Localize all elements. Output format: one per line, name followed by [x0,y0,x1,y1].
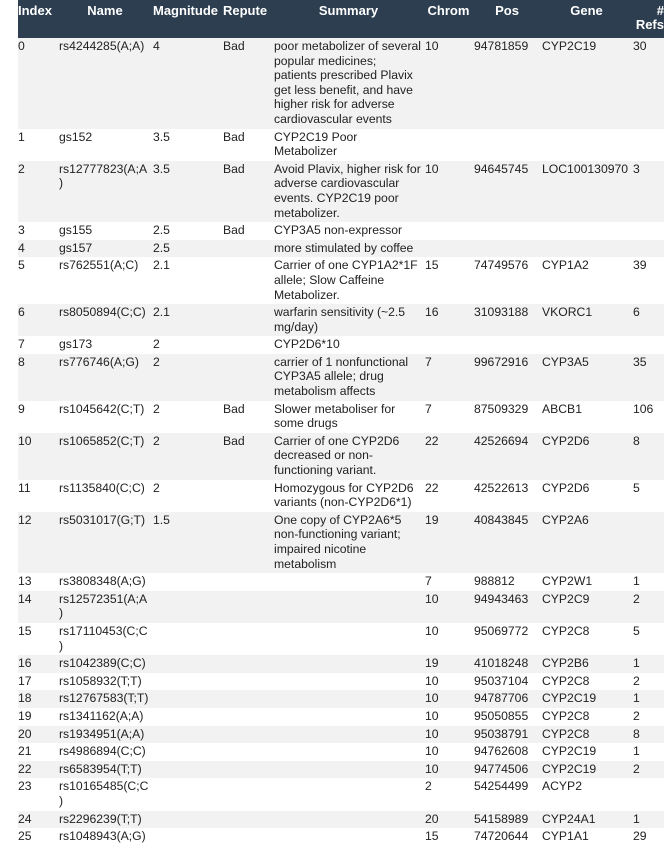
cell-magnitude: 2.1 [153,258,170,273]
cell-chrom: 15 [425,258,439,273]
cell-summary [274,573,425,591]
cell-index: 17 [18,673,32,688]
cell-chrom: 19 [425,656,439,671]
cell-refs: 1 [633,574,640,589]
table-row[interactable] [18,673,664,691]
cell-gene: CYP2D6 [542,480,590,495]
cell-magnitude: 2 [153,354,160,369]
cell-pos: 94762608 [474,744,529,759]
cell-magnitude [153,573,223,591]
table-row[interactable] [18,129,664,161]
table-body [18,38,664,846]
cell-index: 14 [18,591,32,606]
table-row[interactable] [18,512,664,573]
cell-gene: CYP2C9 [542,591,590,606]
cell-chrom [425,240,474,258]
cell-magnitude [153,591,223,623]
cell-name: rs10165485(C;C) [59,779,149,808]
cell-repute [223,354,274,401]
cell-chrom: 10 [425,673,439,688]
cell-repute [223,655,274,673]
table-row[interactable] [18,240,664,258]
cell-index: 11 [18,480,31,495]
cell-gene [542,222,633,240]
cell-refs: 1 [633,656,640,671]
cell-name: rs776746(A;G) [59,354,139,369]
cell-pos [474,336,542,354]
table-row[interactable] [18,708,664,726]
table-row[interactable] [18,726,664,744]
cell-summary: warfarin sensitivity (~2.5 mg/day) [274,305,406,334]
header-repute[interactable]: Repute [223,0,274,38]
cell-chrom: 10 [425,161,439,176]
cell-index: 6 [18,305,25,320]
cell-index: 18 [18,691,32,706]
cell-refs: 5 [633,623,640,638]
cell-gene: ACYP2 [542,779,582,794]
cell-summary [274,655,425,673]
cell-gene [542,129,633,161]
cell-magnitude [153,828,223,846]
cell-refs: 39 [633,258,647,273]
cell-name: rs1341162(A;A) [59,708,144,723]
cell-magnitude: 2 [153,480,160,495]
cell-magnitude: 4 [153,39,160,53]
cell-chrom: 10 [425,708,439,723]
cell-gene: LOC100130970 [542,161,629,176]
cell-gene: CYP2C8 [542,708,590,723]
cell-repute [223,240,274,258]
cell-chrom: 7 [425,574,432,589]
cell-name: rs762551(A;C) [59,258,139,273]
cell-chrom [425,129,474,161]
cell-index: 8 [18,354,25,369]
cell-magnitude [153,778,223,810]
cell-pos [474,129,542,161]
cell-refs [633,512,664,573]
cell-magnitude: 2.1 [153,305,170,320]
cell-repute: Bad [223,433,245,448]
table-row[interactable] [18,161,664,222]
cell-index: 1 [18,129,25,144]
cell-summary: poor metabolizer of several popular medicines; patients prescribed Plavix get less benefit, and have higher risk for adverse cardiovascular events [274,39,421,126]
cell-refs: 29 [633,829,647,844]
cell-magnitude [153,811,223,829]
cell-chrom: 22 [425,433,439,448]
cell-name: rs1934951(A;A) [59,726,145,741]
table-row[interactable] [18,480,664,512]
cell-chrom: 10 [425,744,439,759]
cell-magnitude: 3.5 [153,129,170,144]
cell-summary [274,623,425,655]
cell-name: rs1135840(C;C) [59,480,145,495]
cell-pos: 31093188 [474,305,529,320]
cell-index: 21 [18,744,32,759]
cell-name: rs4986894(C;C) [59,744,146,759]
cell-index: 10 [18,433,32,448]
cell-name: rs4244285(A;A) [59,39,145,53]
cell-pos: 95050855 [474,708,529,723]
cell-summary [274,828,425,846]
cell-chrom: 15 [425,829,439,844]
cell-gene: CYP2C19 [542,744,597,759]
cell-repute [223,778,274,810]
header-refs-hash: # [656,3,664,18]
cell-gene: CYP24A1 [542,811,596,826]
table-row[interactable] [18,623,664,655]
table-row[interactable] [18,761,664,779]
cell-magnitude: 2 [153,401,160,416]
cell-name: rs12572351(A;A) [59,591,148,621]
cell-refs: 6 [633,305,640,320]
cell-name: rs12767583(T;T) [59,691,149,706]
cell-refs: 1 [633,811,640,826]
cell-index: 15 [18,623,32,638]
cell-gene [542,336,633,354]
cell-refs: 2 [633,761,640,776]
cell-refs: 30 [633,39,647,53]
cell-gene: CYP2C19 [542,761,597,776]
cell-summary [274,726,425,744]
table-row[interactable] [18,655,664,673]
cell-magnitude [153,761,223,779]
cell-index: 12 [18,512,32,527]
table-row[interactable] [18,778,664,810]
cell-summary: Carrier of one CYP1A2*1F allele; Slow Caffeine Metabolizer. [274,258,418,302]
cell-repute [223,623,274,655]
cell-summary: CYP2D6*10 [274,337,340,352]
cell-refs: 1 [633,691,640,706]
cell-name: rs2296239(T;T) [59,811,142,826]
cell-summary: Carrier of one CYP2D6 decreased or non-functioning variant. [274,433,400,478]
cell-repute: Bad [223,401,245,416]
cell-magnitude [153,623,223,655]
cell-summary: Slower metaboliser for some drugs [274,401,396,431]
cell-refs [633,336,664,354]
table-row[interactable] [18,743,664,761]
cell-pos: 94781859 [474,39,529,53]
cell-pos: 40843845 [474,512,529,527]
cell-pos: 54254499 [474,779,529,794]
table-row[interactable] [18,304,664,336]
cell-repute [223,811,274,829]
table-row[interactable] [18,828,664,846]
cell-refs: 106 [633,401,654,416]
cell-index: 22 [18,761,32,776]
table-row[interactable] [18,257,664,304]
table-row[interactable] [18,433,664,480]
cell-index: 24 [18,811,32,826]
cell-repute [223,480,274,512]
cell-refs: 2 [633,673,640,688]
cell-chrom: 7 [425,354,432,369]
cell-gene: VKORC1 [542,305,593,320]
cell-repute: Bad [223,129,245,144]
cell-summary: CYP3A5 non-expressor [274,223,403,238]
header-name[interactable]: Name [59,0,153,38]
cell-chrom [425,222,474,240]
header-gene[interactable]: Gene [542,0,633,38]
table-row[interactable] [18,690,664,708]
genotype-table-container [18,0,664,846]
cell-chrom: 10 [425,39,439,53]
cell-magnitude [153,690,223,708]
cell-gene: CYP3A5 [542,354,589,369]
cell-summary: CYP2C19 Poor Metabolizer [274,129,358,159]
cell-index: 9 [18,401,25,416]
cell-pos: 988812 [474,574,515,589]
cell-refs [633,129,664,161]
cell-index: 20 [18,726,32,741]
cell-index: 23 [18,779,32,794]
cell-index: 5 [18,258,25,273]
cell-pos: 95037104 [474,673,529,688]
cell-pos: 95038791 [474,726,529,741]
cell-pos: 87509329 [474,401,529,416]
cell-gene: CYP2A6 [542,512,589,527]
table-row[interactable] [18,354,664,401]
cell-name: rs8050894(C;C) [59,305,146,320]
cell-refs [633,240,664,258]
cell-chrom: 10 [425,623,439,638]
cell-refs [633,778,664,810]
cell-summary [274,811,425,829]
cell-index: 0 [18,39,25,53]
cell-refs: 8 [633,433,640,448]
cell-index: 4 [18,240,25,255]
cell-repute [223,304,274,336]
cell-repute [223,690,274,708]
cell-chrom: 10 [425,761,439,776]
cell-index: 16 [18,656,32,671]
cell-summary [274,673,425,691]
header-summary[interactable]: Summary [274,0,425,38]
cell-magnitude [153,673,223,691]
cell-summary: more stimulated by coffee [274,240,414,255]
table-row[interactable] [18,336,664,354]
header-index[interactable]: Index [18,0,59,38]
cell-refs: 5 [633,480,640,495]
cell-summary [274,591,425,623]
header-pos[interactable]: Pos [474,0,542,38]
cell-chrom [425,336,474,354]
cell-magnitude [153,743,223,761]
cell-repute [223,512,274,573]
cell-pos: 54158989 [474,811,529,826]
cell-gene: CYP2B6 [542,656,589,671]
cell-chrom: 19 [425,512,439,527]
cell-chrom: 16 [425,305,439,320]
cell-magnitude [153,708,223,726]
cell-name: rs1045642(C;T) [59,401,145,416]
cell-repute [223,591,274,623]
cell-chrom: 2 [425,779,432,794]
cell-pos: 94645745 [474,161,529,176]
cell-chrom: 10 [425,591,439,606]
cell-name: gs152 [59,129,93,144]
cell-repute: Bad [223,161,245,176]
cell-summary: Avoid Plavix, higher risk for adverse cardiovascular events. CYP2C19 poor metabolizer. [274,161,421,220]
cell-refs [633,222,664,240]
table-row[interactable] [18,591,664,623]
cell-magnitude: 2.5 [153,240,170,255]
cell-name: rs12777823(A;A) [59,161,148,191]
cell-name: rs1065852(C;T) [59,433,145,448]
cell-magnitude: 2 [153,337,160,352]
cell-magnitude: 2 [153,433,160,448]
table-header [18,0,664,38]
cell-pos: 41018248 [474,656,529,671]
cell-index: 19 [18,708,32,723]
cell-refs: 8 [633,726,640,741]
cell-summary [274,761,425,779]
cell-refs: 2 [633,591,640,606]
cell-name: gs155 [59,223,93,238]
cell-pos: 42522613 [474,480,529,495]
cell-index: 25 [18,829,32,844]
cell-index: 3 [18,223,25,238]
cell-repute [223,573,274,591]
cell-pos [474,240,542,258]
table-row[interactable] [18,401,664,433]
cell-gene: CYP2D6 [542,433,590,448]
cell-pos: 99672916 [474,354,529,369]
header-magnitude[interactable]: Magnitude [153,0,223,38]
header-row [18,0,664,38]
cell-gene: CYP1A1 [542,829,589,844]
table-row[interactable] [18,222,664,240]
cell-gene: CYP2C8 [542,623,590,638]
cell-gene [542,240,633,258]
cell-repute [223,708,274,726]
header-chrom[interactable]: Chrom [425,0,474,38]
header-refs-label: Refs [635,17,664,32]
cell-index: 7 [18,337,25,352]
cell-index: 2 [18,161,25,176]
cell-repute [223,828,274,846]
cell-chrom: 20 [425,811,439,826]
cell-magnitude [153,726,223,744]
cell-summary [274,708,425,726]
cell-gene: CYP2C8 [542,673,590,688]
cell-summary [274,778,425,810]
table-row[interactable] [18,38,664,129]
cell-name: rs1042389(C;C) [59,656,146,671]
cell-gene: CYP2W1 [542,574,593,589]
cell-pos [474,222,542,240]
cell-gene: CYP2C19 [542,691,597,706]
header-refs[interactable] [633,0,664,38]
cell-summary: Homozygous for CYP2D6 variants (non-CYP2D6*1) [274,480,414,510]
cell-name: rs1048943(A;G) [59,829,146,844]
cell-chrom: 7 [425,401,432,416]
cell-magnitude: 3.5 [153,161,170,176]
cell-name: gs157 [59,240,93,255]
cell-name: rs3808348(A;G) [59,574,146,589]
cell-pos: 95069772 [474,623,529,638]
cell-summary: carrier of 1 nonfunctional CYP3A5 allele; drug metabolism affects [274,354,409,399]
cell-name: rs1058932(T;T) [59,673,142,688]
cell-gene: ABCB1 [542,401,582,416]
cell-pos: 74720644 [474,829,529,844]
cell-refs: 1 [633,744,640,759]
cell-repute [223,743,274,761]
cell-repute: Bad [223,39,245,53]
cell-pos: 74749576 [474,258,529,273]
table-row[interactable] [18,573,664,591]
cell-refs: 3 [633,161,640,176]
cell-repute [223,673,274,691]
cell-name: rs5031017(G;T) [59,512,146,527]
cell-gene: CYP2C19 [542,39,597,53]
table-row[interactable] [18,811,664,829]
cell-name: rs17110453(C;C) [59,623,148,653]
cell-gene: CYP1A2 [542,258,589,273]
cell-magnitude: 2.5 [153,223,170,238]
cell-summary [274,690,425,708]
cell-chrom: 10 [425,726,439,741]
cell-pos: 42526694 [474,433,529,448]
cell-repute: Bad [223,223,245,238]
cell-repute [223,336,274,354]
cell-magnitude: 1.5 [153,512,170,527]
cell-summary: One copy of CYP2A6*5 non-functioning variant; impaired nicotine metabolism [274,512,402,571]
cell-chrom: 10 [425,691,439,706]
cell-repute [223,761,274,779]
cell-refs: 2 [633,708,640,723]
cell-summary [274,743,425,761]
cell-pos: 94943463 [474,591,529,606]
cell-refs: 35 [633,354,647,369]
cell-repute [223,257,274,304]
cell-name: rs6583954(T;T) [59,761,142,776]
cell-gene: CYP2C8 [542,726,590,741]
genotype-table [18,0,664,846]
cell-pos: 94787706 [474,691,529,706]
cell-chrom: 22 [425,480,439,495]
cell-index: 13 [18,574,32,589]
cell-name: gs173 [59,337,93,352]
cell-magnitude [153,655,223,673]
cell-repute [223,726,274,744]
cell-pos: 94774506 [474,761,529,776]
